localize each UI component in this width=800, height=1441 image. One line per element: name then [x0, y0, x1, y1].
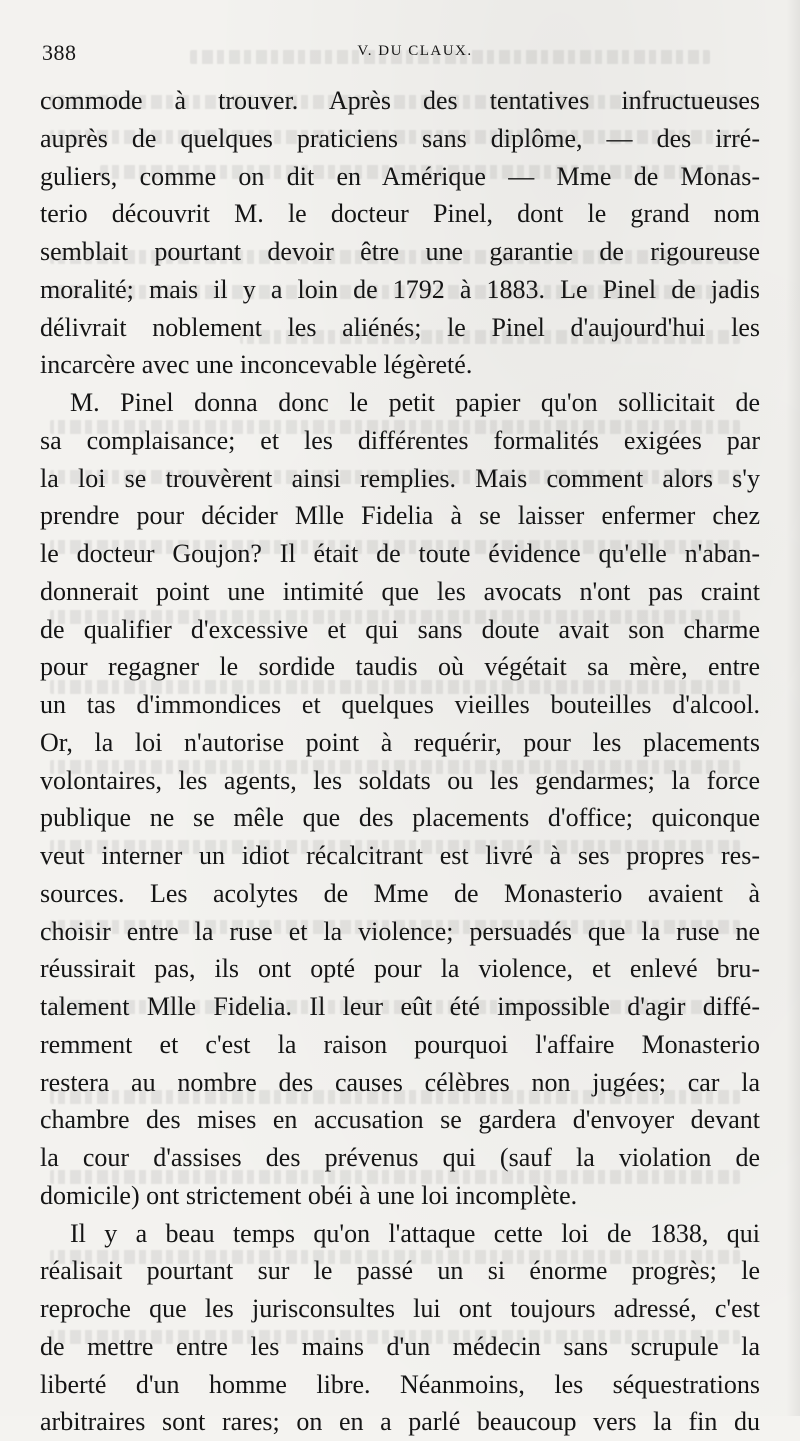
- text-line: auprès de quelques praticiens sans diplôme, — des irré-: [40, 123, 760, 153]
- text-line: reproche que les jurisconsultes lui ont toujours adressé, c'est: [40, 1294, 760, 1323]
- text-line: volontaires, les agents, les soldats ou les gendarmes; la force: [40, 765, 760, 795]
- text-line: moralité; mais il y a loin de 1792 à 1883. Le Pinel de jadis: [40, 274, 760, 304]
- page-number: 388: [42, 40, 77, 65]
- text-line: sources. Les acolytes de Mme de Monasterio avaient à: [40, 878, 760, 908]
- text-line: de mettre entre les mains d'un médecin sans scrupule la: [40, 1331, 760, 1361]
- text-line: terio découvrit M. le docteur Pinel, dont le grand nom: [40, 199, 760, 229]
- text-line: guliers, comme on dit en Amérique — Mme de Monas-: [40, 161, 760, 191]
- text-line: sa complaisance; et les différentes formalités exigées par: [40, 425, 760, 455]
- text-line: réalisait pourtant sur le passé un si énorme progrès; le: [40, 1256, 760, 1286]
- text-line: commode à trouver. Après des tentatives infructueuses: [40, 86, 760, 115]
- text-line: chambre des mises en accusation se gardera d'envoyer devant: [40, 1105, 760, 1135]
- running-head: [42, 40, 768, 66]
- text-line: délivrait noblement les aliénés; le Pinel d'aujourd'hui les: [40, 312, 760, 342]
- text-line: semblait pourtant devoir être une garantie de rigoureuse: [40, 237, 760, 266]
- text-line: de qualifier d'excessive et qui sans doute avait son charme: [40, 614, 760, 644]
- text-line: le docteur Goujon? Il était de toute évidence qu'elle n'aban-: [40, 539, 760, 568]
- text-line: réussirait pas, ils ont opté pour la violence, et enlevé bru-: [40, 954, 760, 984]
- text-line: incarcère avec une inconcevable légèreté.: [40, 350, 473, 380]
- text-line: la cour d'assises des prévenus qui (sauf la violation de: [40, 1143, 760, 1172]
- text-line: Or, la loi n'autorise point à requérir, pour les placements: [40, 727, 760, 757]
- text-line: veut interner un idiot récalcitrant est livré à ses propres res-: [40, 841, 760, 870]
- text-line: M. Pinel donna donc le petit papier qu'on sollicitait de: [70, 388, 760, 417]
- text-line: remment et c'est la raison pourquoi l'affaire Monasterio: [40, 1029, 760, 1059]
- text-line: Il y a beau temps qu'on l'attaque cette loi de 1838, qui: [70, 1218, 760, 1248]
- body-text: [40, 82, 760, 1441]
- page-edge-shadow: [786, 0, 800, 1416]
- text-line: arbitraires sont rares; on en a parlé beaucoup vers la fin du: [40, 1407, 760, 1437]
- text-line: la loi se trouvèrent ainsi remplies. Mais comment alors s'y: [40, 463, 760, 493]
- text-line: restera au nombre des causes célèbres non jugées; car la: [40, 1067, 760, 1097]
- text-line: liberté d'un homme libre. Néanmoins, les séquestrations: [40, 1369, 760, 1399]
- running-title: V. DU CLAUX.: [357, 43, 473, 59]
- text-line: prendre pour décider Mlle Fidelia à se laisser enfermer chez: [40, 501, 760, 531]
- text-line: domicile) ont strictement obéi à une loi incomplète.: [40, 1180, 578, 1210]
- text-line: pour regagner le sordide taudis où végétait sa mère, entre: [40, 652, 760, 682]
- text-line: talement Mlle Fidelia. Il leur eût été impossible d'agir diffé-: [40, 992, 760, 1021]
- text-line: publique ne se mêle que des placements d'office; quiconque: [40, 803, 760, 833]
- text-line: donnerait point une intimité que les avocats n'ont pas craint: [40, 576, 760, 606]
- text-line: un tas d'immondices et quelques vieilles bouteilles d'alcool.: [40, 690, 760, 719]
- text-line: choisir entre la ruse et la violence; persuadés que la ruse ne: [40, 916, 760, 946]
